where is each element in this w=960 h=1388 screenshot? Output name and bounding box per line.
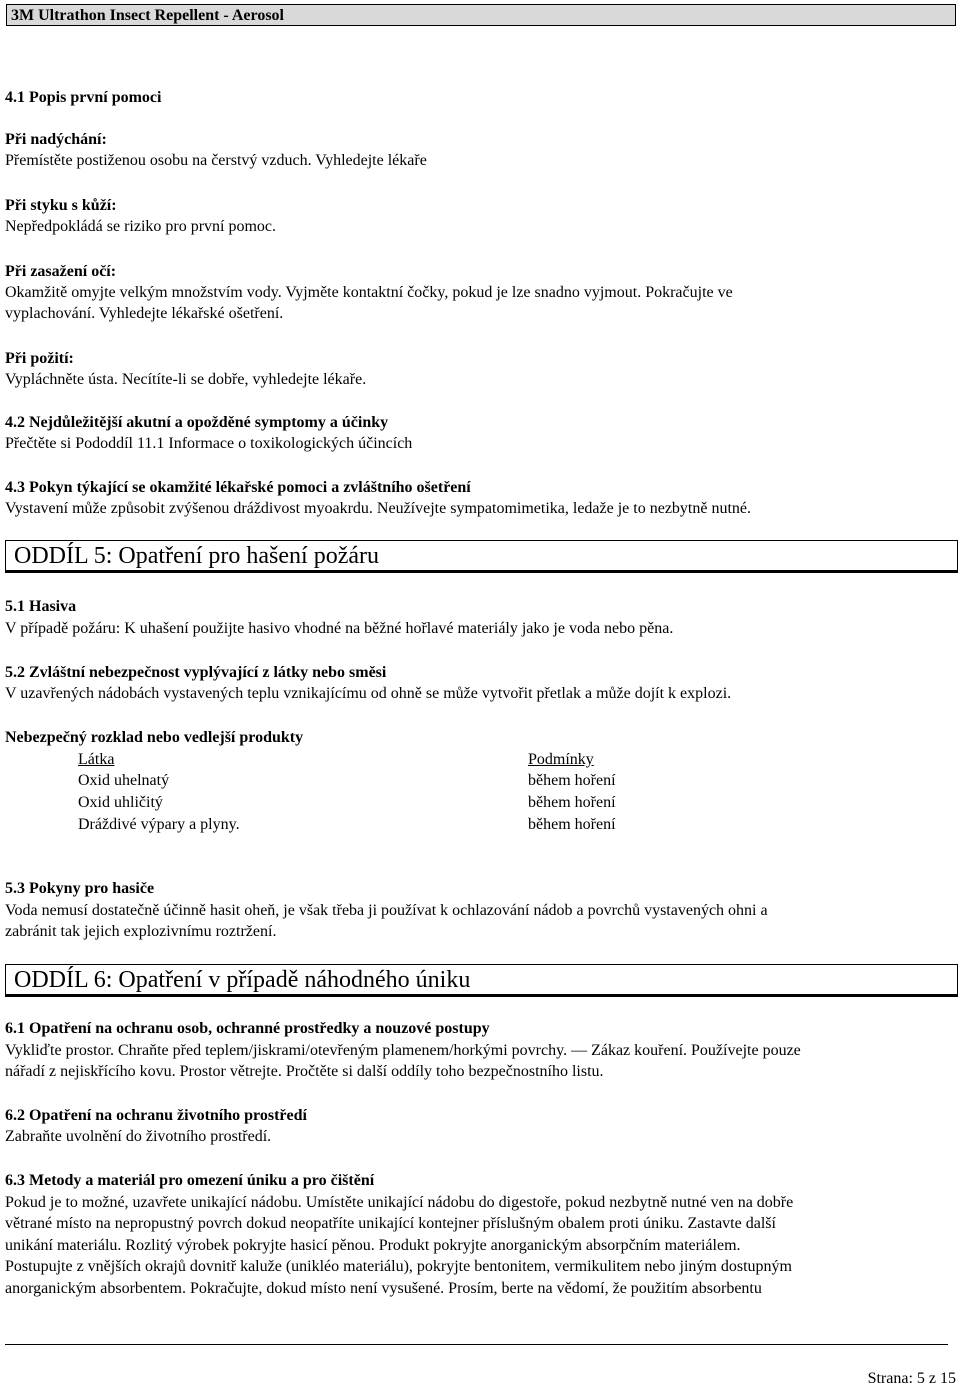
- text-6-3-3: unikání materiálu. Rozlitý výrobek pokryjte hasicí pěnou. Produkt pokryjte anorganickým absorpčním materiálem.: [5, 1237, 741, 1254]
- text-4-3: Vystavení může způsobit zvýšenou dráždivost myoakrdu. Neužívejte sympatomimetika, ledaže je to nezbytně nutné.: [5, 500, 752, 517]
- text-6-1-2: nářadí z nejiskřícího kovu. Prostor větrejte. Pročtěte si další oddíly toho bezpečnostního listu.: [5, 1063, 604, 1080]
- section-5-header: [5, 540, 958, 573]
- heading-5-1: 5.1 Hasiva: [5, 598, 77, 615]
- section-6-header: [5, 964, 958, 997]
- text-6-1-1: Vykliďte prostor. Chraňte před teplem/jiskrami/otevřeným plamenem/horkými povrchy. — Zákaz kouření. Používejte pouze: [5, 1042, 801, 1059]
- document-header: [6, 4, 956, 26]
- document-title: 3M Ultrathon Insect Repellent - Aerosol: [11, 7, 284, 24]
- heading-4-1: 4.1 Popis první pomoci: [5, 89, 162, 106]
- table-title-decomposition: Nebezpečný rozklad nebo vedlejší produkty: [5, 729, 304, 746]
- text-5-3-1: Voda nemusí dostatečně účinně hasit oheň, je však třeba ji používat k ochlazování nádob a povrchů vystavených ohni a: [5, 902, 768, 919]
- text-6-3-1: Pokud je to možné, uzavřete unikající nádobu. Umístěte unikající nádobu do digestoře, pokud nezbytně nutné ven na dobře: [5, 1194, 794, 1211]
- table-cell-substance: Oxid uhličitý: [78, 794, 163, 811]
- label-skin-contact: Při styku s kůží:: [5, 197, 117, 214]
- heading-6-3: 6.3 Metody a materiál pro omezení úniku a pro čištění: [5, 1172, 375, 1189]
- table-cell-condition: během hoření: [528, 794, 616, 811]
- text-5-2: V uzavřených nádobách vystavených teplu vznikajícímu od ohně se může vytvořit přetlak a může dojít k explozi.: [5, 685, 732, 702]
- text-eye-contact-2: vyplachování. Vyhledejte lékařské ošetření.: [5, 305, 284, 322]
- text-5-1: V případě požáru: K uhašení použijte hasivo vhodné na běžné hořlavé materiály jako je voda nebo pěna.: [5, 620, 674, 637]
- heading-4-3: 4.3 Pokyn týkající se okamžité lékařské pomoci a zvláštního ošetření: [5, 479, 471, 496]
- text-4-2: Přečtěte si Pododdíl 11.1 Informace o toxikologických účincích: [5, 435, 413, 452]
- text-eye-contact-1: Okamžitě omyjte velkým množstvím vody. Vyjměte kontaktní čočky, pokud je lze snadno vyjmout. Pokračujte ve: [5, 284, 733, 301]
- label-ingestion: Při požití:: [5, 350, 74, 367]
- text-5-3-2: zabránit tak jejich explozivnímu roztržení.: [5, 923, 277, 940]
- heading-5-2: 5.2 Zvláštní nebezpečnost vyplývající z látky nebo směsi: [5, 664, 387, 681]
- label-eye-contact: Při zasažení očí:: [5, 263, 117, 280]
- section-6-title: ODDÍL 6: Opatření v případě náhodného úniku: [14, 967, 471, 993]
- text-6-3-2: větrané místo na nepropustný povrch dokud neopatříte unikající kontejner příslušným obalem proti úniku. Zastavte další: [5, 1215, 776, 1232]
- footer-divider: [5, 1344, 948, 1345]
- table-cell-substance: Dráždivé výpary a plyny.: [78, 816, 240, 833]
- section-5-title: ODDÍL 5: Opatření pro hašení požáru: [14, 543, 379, 569]
- heading-6-1: 6.1 Opatření na ochranu osob, ochranné prostředky a nouzové postupy: [5, 1020, 490, 1037]
- text-6-2: Zabraňte uvolnění do životního prostředí.: [5, 1128, 272, 1145]
- col-header-substance: Látka: [78, 751, 115, 768]
- heading-4-2: 4.2 Nejdůležitější akutní a opožděné symptomy a účinky: [5, 414, 389, 431]
- col-header-condition: Podmínky: [528, 751, 594, 768]
- text-inhalation: Přemístěte postiženou osobu na čerstvý vzduch. Vyhledejte lékaře: [5, 152, 427, 169]
- text-6-3-5: anorganickým absorbentem. Pokračujte, dokud místo není vysušené. Prosím, berte na vědomí, že použitím absorbentu: [5, 1280, 762, 1297]
- table-cell-substance: Oxid uhelnatý: [78, 772, 170, 789]
- page-number: Strana: 5 z 15: [867, 1370, 956, 1387]
- text-6-3-4: Postupujte z vnějších okrajů dovnitř kaluže (unikléo materiálu), pokryjte bentonitem, vermikulitem nebo jiným dostupným: [5, 1258, 792, 1275]
- table-cell-condition: během hoření: [528, 772, 616, 789]
- table-cell-condition: během hoření: [528, 816, 616, 833]
- text-skin-contact: Nepředpokládá se riziko pro první pomoc.: [5, 218, 277, 235]
- label-inhalation: Při nadýchání:: [5, 131, 107, 148]
- heading-6-2: 6.2 Opatření na ochranu životního prostředí: [5, 1107, 307, 1124]
- text-ingestion: Vypláchněte ústa. Necítíte-li se dobře, vyhledejte lékaře.: [5, 371, 367, 388]
- heading-5-3: 5.3 Pokyny pro hasiče: [5, 880, 155, 897]
